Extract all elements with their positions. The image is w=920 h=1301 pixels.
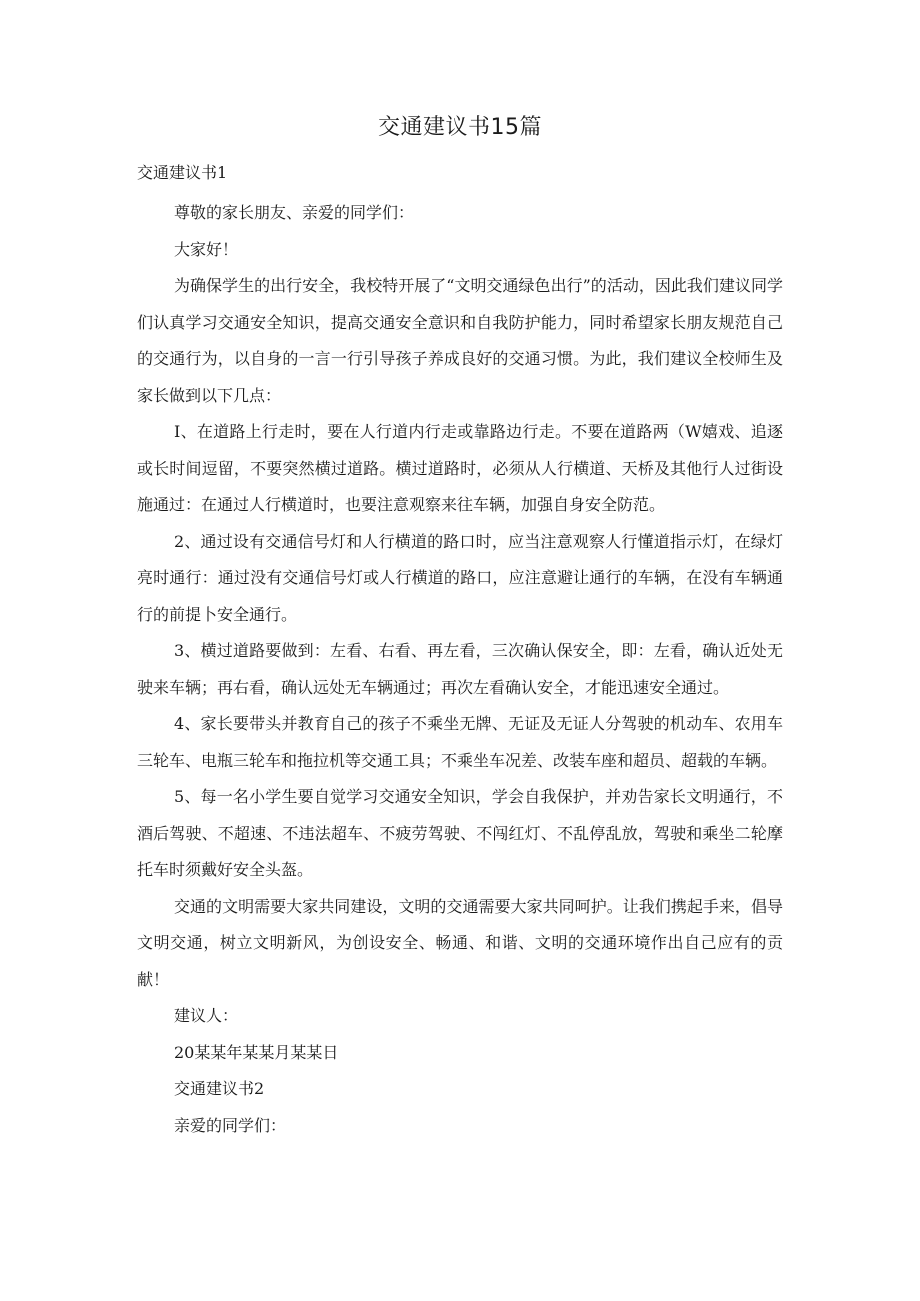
section-heading-2: 交通建议书2 (174, 1079, 265, 1098)
point-1-paragraph: I、在道路上行走时，要在人行道内行走或靠路边行走。不要在道路两（W嬉戏、追逐或长时间逗留，不要突然横过道路。横过道路时，必须从人行横道、天桥及其他行人过街设施通过：在通过人行横道时，也要注意观察来往车辆，加强自身安全防范。 (137, 422, 783, 514)
salutation: 尊敬的家长朋友、亲爱的同学们： (174, 203, 415, 222)
point-3-paragraph: 3、横过道路要做到：左看、右看、再左看，三次确认保安全，即：左看，确认近处无驶来车辆；再右看，确认远处无车辆通过；再次左看确认安全，才能迅速安全通过。 (137, 641, 783, 697)
point-4-paragraph: 4、家长要带头并教育自己的孩子不乘坐无牌、无证及无证人分驾驶的机动车、农用车三轮车、电瓶三轮车和拖拉机等交通工具；不乘坐车况差、改装车座和超员、超载的车辆。 (137, 714, 783, 770)
document-body (137, 195, 783, 1144)
date-line: 20某某年某某月某某日 (174, 1042, 339, 1062)
document-title: 交通建议书15篇 (378, 115, 542, 140)
signer-label: 建议人： (174, 1006, 239, 1025)
point-2-paragraph: 2、通过设有交通信号灯和人行横道的路口时，应当注意观察人行懂道指示灯，在绿灯亮时通行：通过没有交通信号灯或人行横道的路口，应注意避让通行的车辆，在没有车辆通行的前提卜安全通行。 (137, 531, 783, 624)
closing-paragraph: 交通的文明需要大家共同建设，文明的交通需要大家共同呵护。让我们携起手来，倡导文明交通，树立文明新风，为创设安全、畅通、和谐、文明的交通环境作出自己应有的贡献！ (137, 896, 783, 989)
greeting: 大家好！ (174, 239, 239, 259)
point-5-paragraph: 5、每一名小学生要自觉学习交通安全知识，学会自我保护，并劝告家长文明通行，不酒后驾驶、不超速、不违法超车、不疲劳驾驶、不闯红灯、不乱停乱放，驾驶和乘坐二轮摩托车时须戴好安全头盔。 (137, 787, 783, 879)
intro-paragraph: 为确保学生的出行安全，我校特开展了“文明交通绿色出行”的活动，因此我们建议同学们认真学习交通安全知识，提高交通安全意识和自我防护能力，同时希望家长朋友规范自己的交通行为，以自身的一言一行引导孩子养成良好的交通习惯。为此，我们建议全校师生及家长做到以下几点： (137, 276, 783, 405)
salutation-2: 亲爱的同学们： (174, 1115, 287, 1135)
section-heading-1: 交通建议书1 (137, 163, 228, 182)
